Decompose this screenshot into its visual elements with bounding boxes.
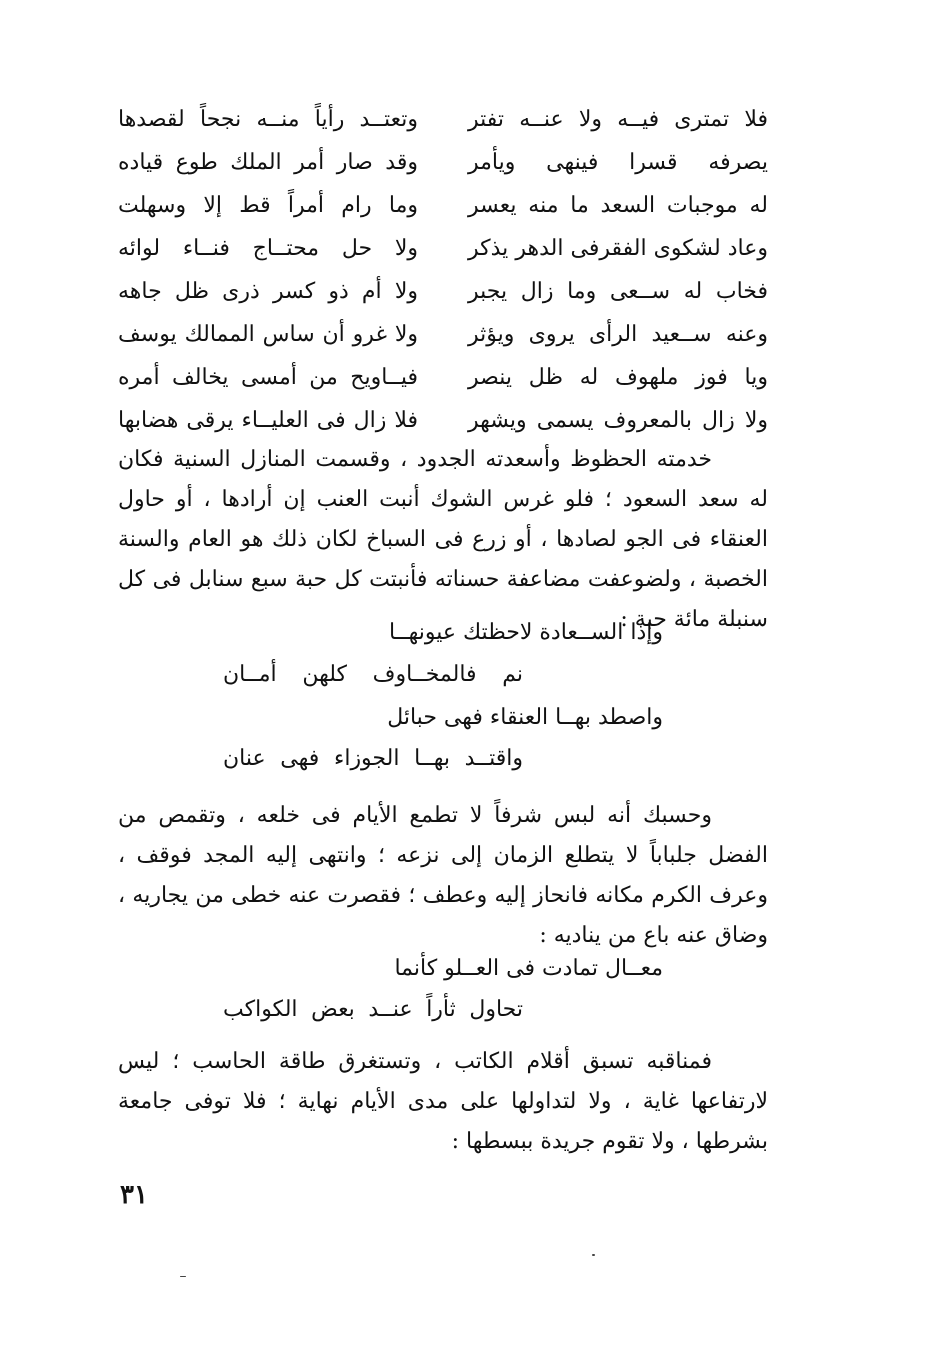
poem-3-line-2: تحاول ثأراً عنــد بعض الكواكب bbox=[223, 997, 523, 1022]
verse-left-hemistich: يصرفه قسرا فينهى ويأمر bbox=[468, 150, 768, 175]
print-speck bbox=[180, 1276, 186, 1277]
verse bbox=[118, 227, 768, 270]
paragraph-text: فمناقبه تسبق أقلام الكاتب ، وتستغرق طاقة الحاسب ؛ ليس لارتفاعها غاية ، ولا لتداولها على مدى الأيام نهاية ؛ فلا توفى جامعة بشرطها ، ولا تقوم جريدة ببسطها : bbox=[118, 1049, 768, 1154]
verse bbox=[118, 313, 768, 356]
poem-2-line-2: نم فالمخــاوف كلهن أمــان bbox=[223, 662, 523, 687]
verse bbox=[118, 399, 768, 442]
poem-2-line-4: واقتــد بهــا الجوزاء فهى عنان bbox=[223, 746, 523, 771]
verse-left-hemistich: ولا زال بالمعروف يسمى ويشهر bbox=[468, 408, 768, 433]
verse bbox=[118, 98, 768, 141]
verse bbox=[118, 356, 768, 399]
page-number: ٣١ bbox=[120, 1180, 148, 1210]
poem-2-line-3: واصطد بهــا العنقاء فهى حبائل bbox=[387, 705, 663, 730]
poem-3-line-1: معــال تمادت فى العــلو كأنما bbox=[394, 956, 663, 981]
paragraph-3 bbox=[118, 1042, 768, 1162]
verse bbox=[118, 141, 768, 184]
paragraph-text: خدمته الحظوظ وأسعدته الجدود ، وقسمت المنازل السنية فكان له سعد السعود ؛ فلو غرس الشوك أنبت العنب إن أرادها ، أو حاول العنقاء فى الجو لصادها ، أو زرع فى السباخ لكان ذلك هو العام والسنة الخصبة ، ولضوعفت مضاعفة حسناته فأنبتت كل حبة سبع سنابل فى كل سنبلة مائة حبة : bbox=[118, 447, 768, 632]
print-speck bbox=[592, 1254, 595, 1256]
paragraph-text: وحسبك أنه لبس شرفاً لا تطمع الأيام فى خلعه ، وتقمص من الفضل جلباباً لا يتطلع الزمان إلى نزعه ؛ وانتهى إليه المجد فوقف ، وعرف الكرم مكانه فانحاز إليه وعطف ؛ فقصرت عنه خطى من يجاريه ، وضاق عنه باع من يناديه : bbox=[118, 803, 768, 948]
verse-right-hemistich: فيــاويح من أمسى يخالف أمره bbox=[118, 365, 418, 390]
paragraph-1 bbox=[118, 440, 768, 640]
verse bbox=[118, 270, 768, 313]
paragraph-2 bbox=[118, 796, 768, 956]
poem-2-line-1: وإذا الســعادة لاحظتك عيونهــا bbox=[389, 620, 663, 645]
verse-left-hemistich: فلا تمترى فيــه ولا عنــه تفتر bbox=[468, 107, 768, 132]
verse bbox=[118, 184, 768, 227]
verse-left-hemistich: ويا فوز ملهوف له ظل ينصر bbox=[468, 365, 768, 390]
verse-right-hemistich: فلا زال فى العليــاء يرقى هضابها bbox=[118, 408, 418, 433]
verse-right-hemistich: وما رام أمراً قط إلا وسهلت bbox=[118, 193, 418, 218]
verse-left-hemistich: فخاب له ســعى وما زال يجبر bbox=[468, 279, 768, 304]
verse-right-hemistich: وتعتــد رأياً منــه نجحاً لقصدها bbox=[118, 107, 418, 132]
verse-right-hemistich: وقد صار أمر الملك طوع قياده bbox=[118, 150, 418, 175]
verse-left-hemistich: وعاد لشكوى الفقرفى الدهر يذكر bbox=[468, 236, 768, 261]
poem-block-1 bbox=[118, 98, 768, 442]
verse-left-hemistich: له موجبات السعد ما منه يعسر bbox=[468, 193, 768, 218]
verse-right-hemistich: ولا أم ذو كسر ذرى ظل جاهه bbox=[118, 279, 418, 304]
verse-right-hemistich: ولا غرو أن ساس الممالك يوسف bbox=[118, 322, 418, 347]
verse-left-hemistich: وعنه ســعيد الرأى يروى ويؤثر bbox=[468, 322, 768, 347]
verse-right-hemistich: ولا حل محتــاج فنــاء لوائه bbox=[118, 236, 418, 261]
